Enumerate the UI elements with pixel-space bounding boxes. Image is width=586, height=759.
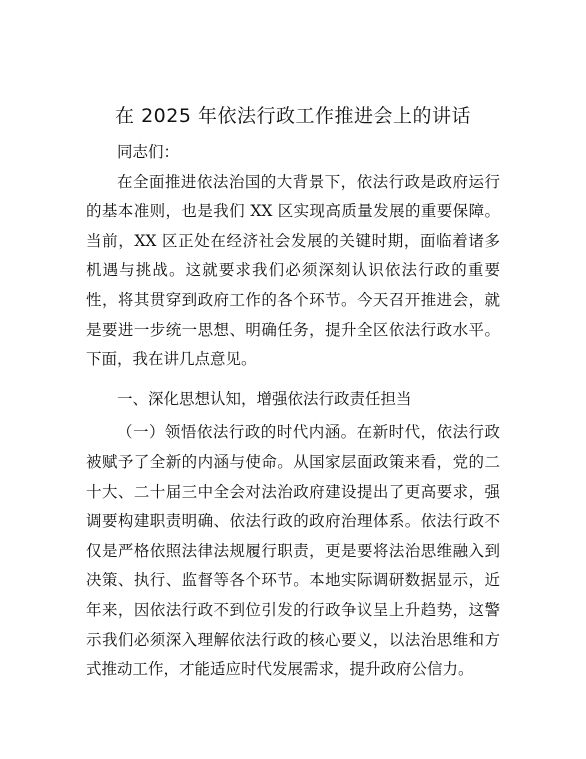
- intro-paragraph: 在全面推进依法治国的大背景下，依法行政是政府运行的基本准则，也是我们 XX 区实现高质量发展的重要保障。当前，XX 区正处在经济社会发展的关键时期，面临着诸多机遇与挑战。这就要求我们必须深刻认识依法行政的重要性，将其贯穿到政府工作的各个环节。今天召开推进会，就是要进一步统一思想、明确任务，提升全区依法行政水平。下面，我在讲几点意见。: [86, 172, 500, 369]
- document-body: [86, 138, 500, 685]
- section-heading: 一、深化思想认知，增强依法行政责任担当: [117, 389, 412, 408]
- document-title: 在 2025 年依法行政工作推进会上的讲话: [115, 105, 471, 127]
- section-paragraph: （一）领悟依法行政的时代内涵。在新时代，依法行政被赋予了全新的内涵与使命。从国家层面政策来看，党的二十大、二十届三中全会对法治政府建设提出了更高要求，强调要构建职责明确、依法行政的政府治理体系。依法行政不仅是严格依照法律法规履行职责，更是要将法治思维融入到决策、执行、监督等各个环节。本地实际调研数据显示，近年来，因依法行政不到位引发的行政争议呈上升趋势，这警示我们必须深入理解依法行政的核心要义，以法治思维和方式推动工作，才能适应时代发展需求，提升政府公信力。: [86, 423, 500, 679]
- salutation: 同志们：: [117, 143, 180, 161]
